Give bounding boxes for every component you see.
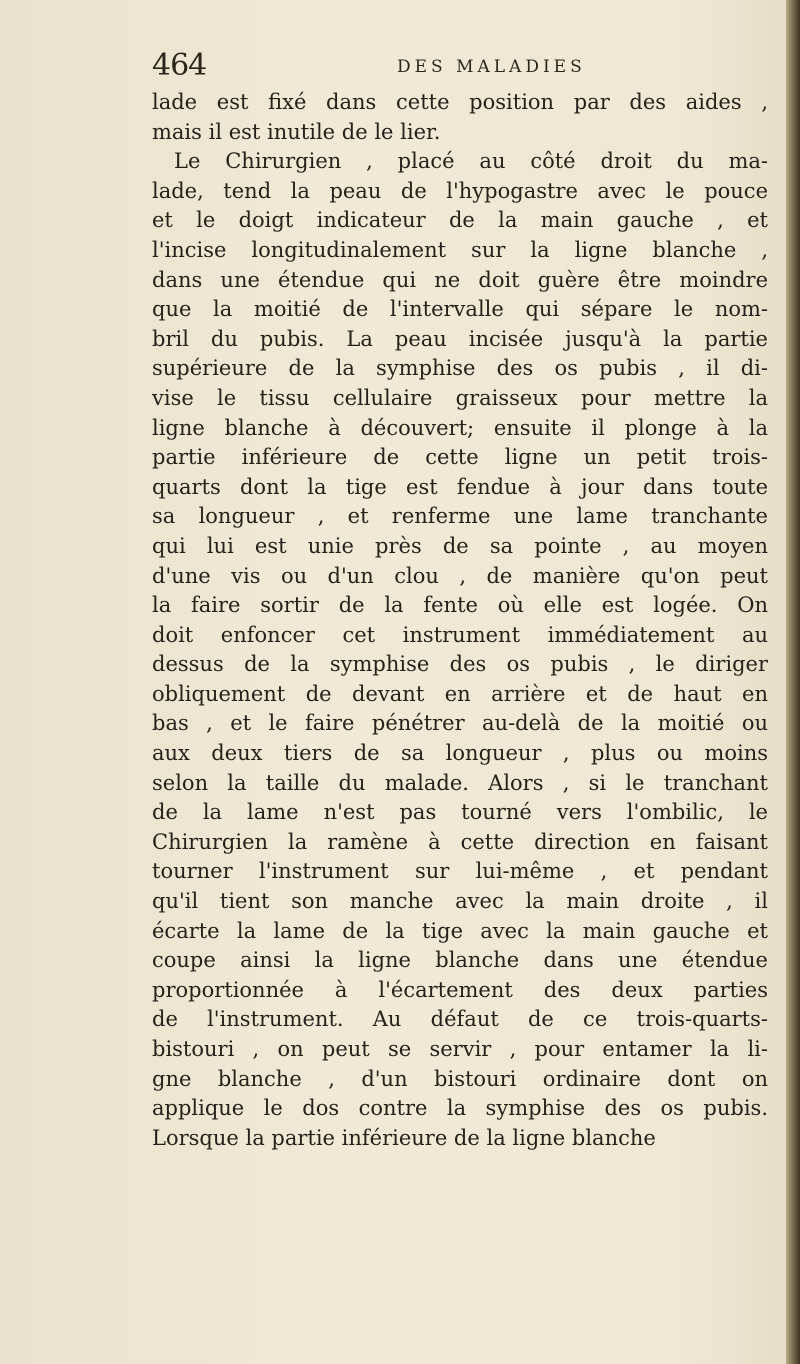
text-line: dessus de la symphise des os pubis , le diriger — [152, 652, 768, 677]
text-line: doit enfoncer cet instrument immédiatement au — [152, 622, 768, 647]
text-line: supérieure de la symphise des os pubis , il di- — [152, 356, 768, 381]
text-line: qui lui est unie près de sa pointe , au moyen — [152, 533, 768, 558]
text-line: bistouri , on peut se servir , pour entamer la li- — [152, 1037, 768, 1061]
running-title: DES MALADIES — [397, 57, 586, 77]
text-line: l'incise longitudinalement sur la ligne blanche , — [152, 237, 768, 262]
text-line: et le doigt indicateur de la main gauche , et — [152, 208, 768, 233]
text-line: tourner l'instrument sur lui-même , et pendant — [152, 859, 768, 884]
text-line: écarte la lame de la tige avec la main gauche et — [152, 918, 768, 943]
text-line: applique le dos contre la symphise des os pubis. — [152, 1096, 768, 1121]
text-line: quarts dont la tige est fendue à jour dans toute — [152, 474, 768, 499]
text-line: gne blanche , d'un bistouri ordinaire dont on — [152, 1066, 768, 1091]
text-line: de la lame n'est pas tourné vers l'ombilic, le — [152, 800, 768, 825]
text-line: Chirurgien la ramène à cette direction en faisant — [152, 829, 768, 854]
text-line: qu'il tient son manche avec la main droite , il — [152, 889, 768, 914]
text-line: Lorsque la partie inférieure de la ligne blanche — [152, 1125, 656, 1150]
text-line: dans une étendue qui ne doit guère être moindre — [152, 267, 768, 292]
text-line: Le Chirurgien , placé au côté droit du ma- — [174, 149, 768, 174]
text-line: mais il est inutile de le lier. — [152, 119, 441, 144]
page-number: 464 — [152, 48, 207, 83]
text-line: que la moitié de l'intervalle qui sépare le nom- — [152, 297, 768, 322]
text-line: aux deux tiers de sa longueur , plus ou moins — [152, 741, 768, 766]
text-line: lade est fixé dans cette position par des aides , — [152, 90, 768, 114]
text-line: lade, tend la peau de l'hypogastre avec le pouce — [152, 178, 768, 203]
body-text — [152, 88, 768, 1153]
text-line: vise le tissu cellulaire graisseux pour mettre la — [152, 385, 768, 410]
text-line: ligne blanche à découvert; ensuite il plonge à la — [152, 415, 768, 440]
text-line: de l'instrument. Au défaut de ce trois-quarts- — [152, 1007, 768, 1032]
text-line: coupe ainsi la ligne blanche dans une étendue — [152, 948, 768, 973]
text-line: bril du pubis. La peau incisée jusqu'à la partie — [152, 326, 768, 351]
text-line: partie inférieure de cette ligne un petit trois- — [152, 445, 768, 470]
text-line: bas , et le faire pénétrer au-delà de la moitié ou — [152, 711, 768, 736]
text-line: d'une vis ou d'un clou , de manière qu'on peut — [152, 563, 768, 588]
text-line: sa longueur , et renferme une lame tranchante — [152, 504, 768, 529]
text-line: proportionnée à l'écartement des deux parties — [152, 977, 768, 1002]
text-line: selon la taille du malade. Alors , si le tranchant — [152, 770, 768, 795]
text-line: la faire sortir de la fente où elle est logée. On — [152, 593, 768, 618]
page-binding-edge — [786, 0, 800, 1364]
running-header — [152, 48, 772, 88]
text-line: obliquement de devant en arrière et de haut en — [152, 681, 768, 706]
